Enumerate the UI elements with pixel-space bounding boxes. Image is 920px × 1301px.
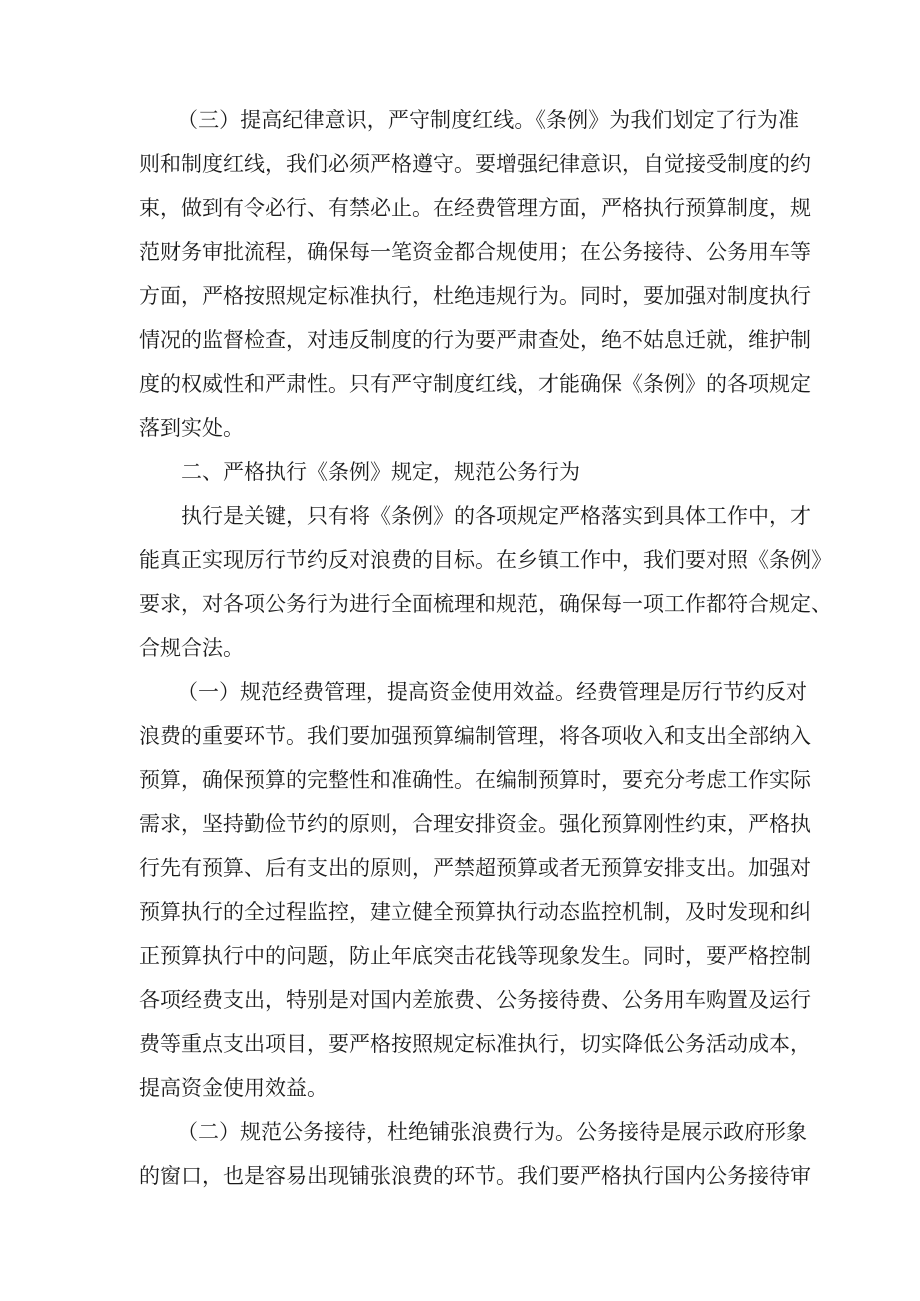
paragraph-line: 提高资金使用效益。 [139,1076,328,1100]
paragraph-line: 正预算执行中的问题，防止年底突击花钱等现象发生。同时，要严格控制 [139,944,811,968]
paragraph-line: 合规合法。 [139,636,244,660]
paragraph-line: 需求，坚持勤俭节约的原则，合理安排资金。强化预算刚性约束，严格执 [139,812,811,836]
paragraph-line: 各项经费支出，特别是对国内差旅费、公务接待费、公务用车购置及运行 [139,988,811,1012]
paragraph-line: 费等重点支出项目，要严格按照规定标准执行，切实降低公务活动成本， [139,1032,811,1056]
paragraph-line: 预算，确保预算的完整性和准确性。在编制预算时，要充分考虑工作实际 [139,768,811,792]
paragraph-line: 执行是关键，只有将《条例》的各项规定严格落实到具体工作中，才 [181,504,811,528]
section-heading: 二、严格执行《条例》规定，规范公务行为 [181,460,580,484]
paragraph-line: 范财务审批流程，确保每一笔资金都合规使用；在公务接待、公务用车等 [139,240,811,264]
paragraph-line: 的窗口，也是容易出现铺张浪费的环节。我们要严格执行国内公务接待审 [139,1164,811,1188]
paragraph-line: 预算执行的全过程监控，建立健全预算执行动态监控机制，及时发现和纠 [139,900,811,924]
document-body [139,98,832,1198]
paragraph-line: 束，做到有令必行、有禁必止。在经费管理方面，严格执行预算制度，规 [139,196,811,220]
paragraph-line: （二）规范公务接待，杜绝铺张浪费行为。公务接待是展示政府形象 [177,1120,807,1144]
paragraph-line: 则和制度红线，我们必须严格遵守。要增强纪律意识，自觉接受制度的约 [139,152,811,176]
paragraph-line: 浪费的重要环节。我们要加强预算编制管理，将各项收入和支出全部纳入 [139,724,811,748]
paragraph-line: 要求，对各项公务行为进行全面梳理和规范，确保每一项工作都符合规定、 [139,592,832,616]
paragraph-line: 度的权威性和严肃性。只有严守制度红线，才能确保《条例》的各项规定 [139,372,811,396]
paragraph-line: 行先有预算、后有支出的原则，严禁超预算或者无预算安排支出。加强对 [139,856,811,880]
paragraph-line: 方面，严格按照规定标准执行，杜绝违规行为。同时，要加强对制度执行 [139,284,811,308]
paragraph-line: （三）提高纪律意识，严守制度红线。《条例》为我们划定了行为准 [177,108,799,132]
paragraph-line: 能真正实现厉行节约反对浪费的目标。在乡镇工作中，我们要对照《条例》 [139,548,832,572]
paragraph-line: 情况的监督检查，对违反制度的行为要严肃查处，绝不姑息迁就，维护制 [139,328,811,352]
paragraph-line: 落到实处。 [139,416,244,440]
paragraph-line: （一）规范经费管理，提高资金使用效益。经费管理是厉行节约反对 [177,680,807,704]
